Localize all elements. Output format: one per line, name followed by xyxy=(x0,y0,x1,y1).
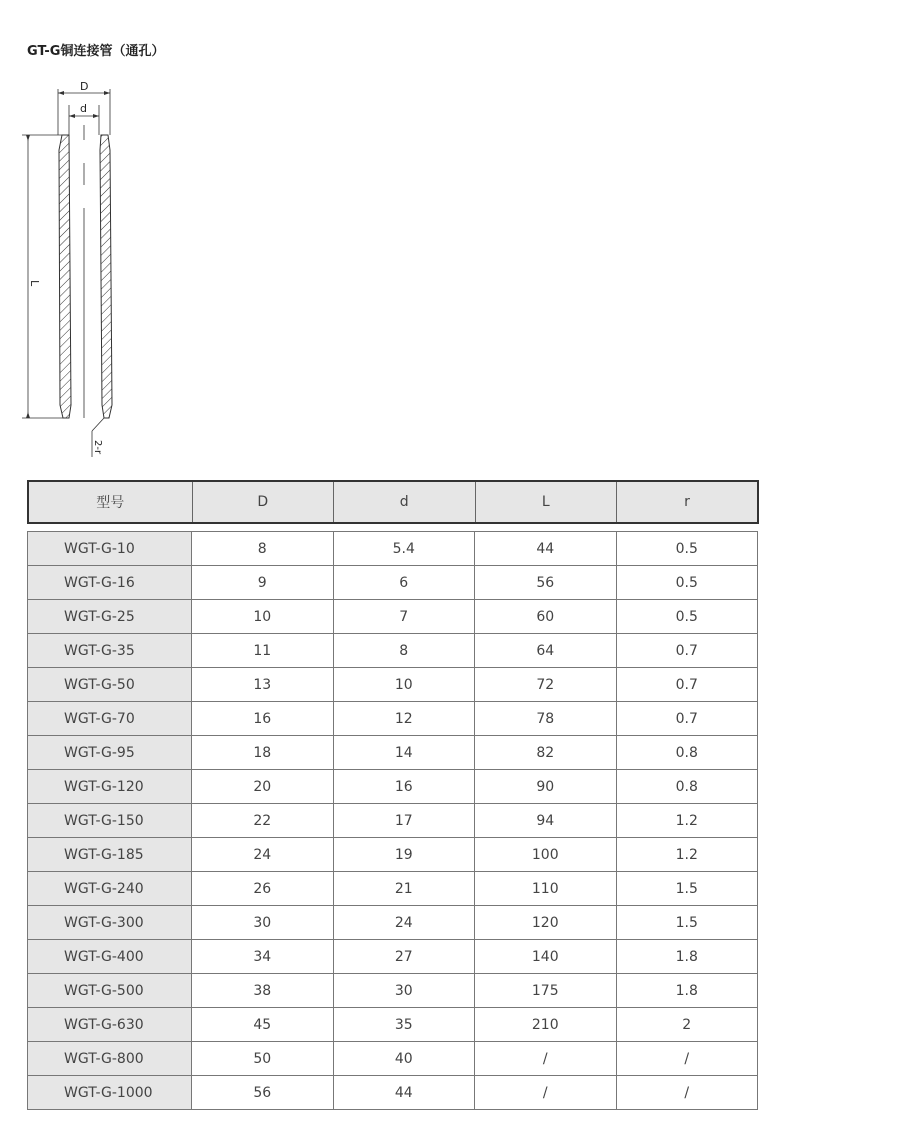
value-cell: 16 xyxy=(192,702,334,736)
model-cell: WGT-G-95 xyxy=(28,736,192,770)
column-header: L xyxy=(475,481,617,523)
value-cell: 210 xyxy=(475,1008,617,1042)
value-cell: 82 xyxy=(475,736,617,770)
value-cell: 50 xyxy=(192,1042,334,1076)
value-cell: 120 xyxy=(475,906,617,940)
model-cell: WGT-G-70 xyxy=(28,702,192,736)
value-cell: 30 xyxy=(192,906,334,940)
model-cell: WGT-G-1000 xyxy=(28,1076,192,1110)
table-row xyxy=(28,770,758,804)
table-row xyxy=(28,940,758,974)
label-D: D xyxy=(80,80,89,93)
header-row xyxy=(28,481,758,523)
value-cell: 21 xyxy=(333,872,475,906)
value-cell: 72 xyxy=(475,668,617,702)
value-cell: 11 xyxy=(192,634,334,668)
label-L: L xyxy=(28,280,41,287)
model-cell: WGT-G-35 xyxy=(28,634,192,668)
table-row xyxy=(28,566,758,600)
value-cell: 0.7 xyxy=(616,634,758,668)
value-cell: 34 xyxy=(192,940,334,974)
value-cell: 1.5 xyxy=(616,872,758,906)
value-cell: 64 xyxy=(475,634,617,668)
value-cell: / xyxy=(616,1042,758,1076)
label-radius: 2-r xyxy=(92,440,103,455)
table-row xyxy=(28,1008,758,1042)
column-header: 型号 xyxy=(28,481,192,523)
value-cell: 0.7 xyxy=(616,702,758,736)
value-cell: 56 xyxy=(192,1076,334,1110)
value-cell: 94 xyxy=(475,804,617,838)
value-cell: 24 xyxy=(192,838,334,872)
table-row xyxy=(28,634,758,668)
model-cell: WGT-G-120 xyxy=(28,770,192,804)
value-cell: 6 xyxy=(333,566,475,600)
value-cell: 7 xyxy=(333,600,475,634)
value-cell: 18 xyxy=(192,736,334,770)
value-cell: / xyxy=(475,1076,617,1110)
value-cell: 175 xyxy=(475,974,617,1008)
value-cell: 10 xyxy=(192,600,334,634)
value-cell: 8 xyxy=(192,532,334,566)
value-cell: 27 xyxy=(333,940,475,974)
value-cell: 20 xyxy=(192,770,334,804)
model-cell: WGT-G-25 xyxy=(28,600,192,634)
table-row xyxy=(28,906,758,940)
column-header: d xyxy=(334,481,476,523)
value-cell: 0.5 xyxy=(616,600,758,634)
model-cell: WGT-G-150 xyxy=(28,804,192,838)
value-cell: 22 xyxy=(192,804,334,838)
table-row xyxy=(28,600,758,634)
connector-tube-drawing xyxy=(18,75,128,465)
table-row xyxy=(28,532,758,566)
column-header: D xyxy=(192,481,334,523)
table-row xyxy=(28,872,758,906)
value-cell: 1.8 xyxy=(616,974,758,1008)
value-cell: 12 xyxy=(333,702,475,736)
value-cell: 24 xyxy=(333,906,475,940)
value-cell: 0.7 xyxy=(616,668,758,702)
value-cell: 26 xyxy=(192,872,334,906)
column-header: r xyxy=(617,481,759,523)
value-cell: 1.5 xyxy=(616,906,758,940)
value-cell: 10 xyxy=(333,668,475,702)
value-cell: / xyxy=(475,1042,617,1076)
table-row xyxy=(28,804,758,838)
value-cell: 30 xyxy=(333,974,475,1008)
value-cell: 5.4 xyxy=(333,532,475,566)
value-cell: 8 xyxy=(333,634,475,668)
value-cell: 140 xyxy=(475,940,617,974)
value-cell: 14 xyxy=(333,736,475,770)
value-cell: 44 xyxy=(333,1076,475,1110)
label-d: d xyxy=(80,102,87,115)
page-title: GT-G铜连接管（通孔） xyxy=(27,44,165,59)
value-cell: 90 xyxy=(475,770,617,804)
model-cell: WGT-G-300 xyxy=(28,906,192,940)
table-row xyxy=(28,1042,758,1076)
spec-table xyxy=(27,531,758,1110)
model-cell: WGT-G-630 xyxy=(28,1008,192,1042)
value-cell: 1.2 xyxy=(616,804,758,838)
value-cell: 35 xyxy=(333,1008,475,1042)
model-cell: WGT-G-500 xyxy=(28,974,192,1008)
model-cell: WGT-G-10 xyxy=(28,532,192,566)
value-cell: 40 xyxy=(333,1042,475,1076)
value-cell: 0.5 xyxy=(616,566,758,600)
value-cell: 9 xyxy=(192,566,334,600)
table-row xyxy=(28,974,758,1008)
table-row xyxy=(28,702,758,736)
value-cell: 38 xyxy=(192,974,334,1008)
value-cell: 0.5 xyxy=(616,532,758,566)
value-cell: / xyxy=(616,1076,758,1110)
value-cell: 1.2 xyxy=(616,838,758,872)
value-cell: 78 xyxy=(475,702,617,736)
value-cell: 1.8 xyxy=(616,940,758,974)
model-cell: WGT-G-16 xyxy=(28,566,192,600)
value-cell: 45 xyxy=(192,1008,334,1042)
model-cell: WGT-G-240 xyxy=(28,872,192,906)
model-cell: WGT-G-50 xyxy=(28,668,192,702)
value-cell: 0.8 xyxy=(616,770,758,804)
value-cell: 60 xyxy=(475,600,617,634)
table-row xyxy=(28,668,758,702)
table-row xyxy=(28,838,758,872)
value-cell: 17 xyxy=(333,804,475,838)
model-cell: WGT-G-800 xyxy=(28,1042,192,1076)
value-cell: 0.8 xyxy=(616,736,758,770)
value-cell: 16 xyxy=(333,770,475,804)
value-cell: 56 xyxy=(475,566,617,600)
value-cell: 44 xyxy=(475,532,617,566)
value-cell: 13 xyxy=(192,668,334,702)
model-cell: WGT-G-185 xyxy=(28,838,192,872)
value-cell: 110 xyxy=(475,872,617,906)
model-cell: WGT-G-400 xyxy=(28,940,192,974)
value-cell: 100 xyxy=(475,838,617,872)
value-cell: 19 xyxy=(333,838,475,872)
spec-table-header xyxy=(27,480,759,524)
table-row xyxy=(28,1076,758,1110)
value-cell: 2 xyxy=(616,1008,758,1042)
table-row xyxy=(28,736,758,770)
